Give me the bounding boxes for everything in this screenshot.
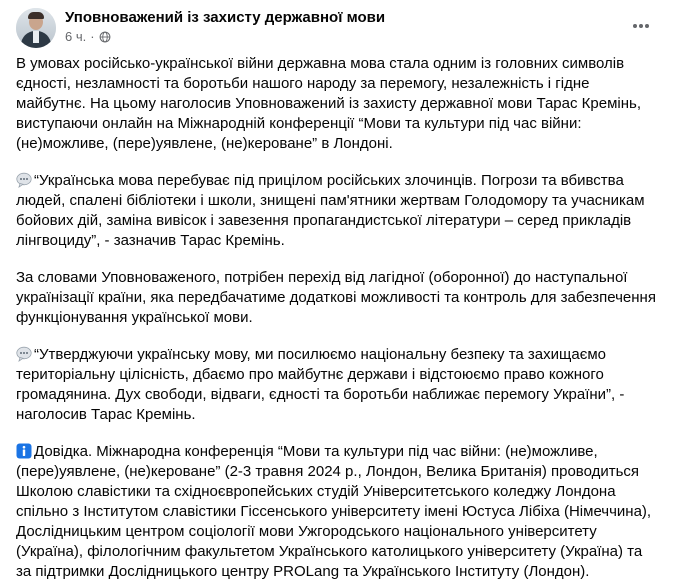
post-meta — [65, 28, 111, 46]
post-text — [16, 54, 661, 582]
paragraph-text: За словами Уповноваженого, потрібен перехід від лагідної (оборонної) до наступальної українізації країни, яка передбачатиме додаткові можливості та контроль для забезпечення функціонування української мови. — [16, 269, 656, 326]
author-name[interactable]: Уповноважений із захисту державної мови — [65, 9, 386, 26]
post-paragraph — [16, 268, 661, 328]
post-paragraph — [16, 54, 661, 154]
post-paragraph — [16, 442, 661, 582]
globe-icon[interactable] — [99, 31, 111, 43]
more-options-button[interactable] — [623, 8, 659, 44]
post-header — [16, 8, 659, 48]
paragraph-text: “Українська мова перебуває під прицілом російських злочинців. Погрози та вбивства людей, спалені бібліотеки і школи, знищені пам'ятники жертвам Голодомору та учасникам бойових дій, заміна вивісок і завезення пропагандистської літератури – серед прикладів лінгвоциду”, - зазначив Тарас Кремінь. — [16, 172, 645, 249]
paragraph-text: “Утверджуючи українську мову, ми посилюємо національну безпеку та захищаємо територіальну цілісність, дбаємо про майбутнє держави і відстоюємо право кожного громадянина. Дух свободи, відваги, єдності та боротьби наближає перемогу України”, - наголосив Тарас Кремінь. — [16, 346, 625, 423]
paragraph-text: Довідка. Міжнародна конференція “Мови та культури під час війни: (не)можливе, (пере)уявлене, (не)кероване” (2-3 травня 2024 р., Лондон, Велика Британія) проводиться Школою славістики та східноєвропейських студій Університетського коледжу Лондона спільно з Інститутом славістики Гіссенського університету імені Юстуса Лібіха (Німеччина), Дослідницьким центром соціології мови Ужгородського національного університету (Україна), філологічним факультетом Українського католицького університету (Україна) та за підтримки Дослідницького центру PROLang та Українського Інституту (Лондон). — [16, 443, 652, 580]
meta-separator: · — [90, 29, 95, 44]
post-paragraph — [16, 171, 661, 251]
paragraph-text: В умовах російсько-української війни державна мова стала одним із головних символів єдності, незламності та боротьби нашого народу за перемогу, незалежність і гідне майбутнє. На цьому наголосив Уповноважений із захисту державної мови Тарас Кремінь, виступаючи онлайн на Міжнародній конференції “Мови та культури під час війни: (не)можливе, (пере)уявлене, (не)кероване” в Лондоні. — [16, 55, 641, 152]
info-icon — [16, 443, 32, 459]
ellipsis-icon — [631, 16, 651, 36]
speech-bubble-icon — [16, 346, 32, 362]
speech-bubble-icon — [16, 172, 32, 188]
post-paragraph — [16, 345, 661, 425]
post-timestamp[interactable]: 6 ч. — [65, 29, 87, 44]
author-avatar[interactable] — [16, 8, 56, 48]
